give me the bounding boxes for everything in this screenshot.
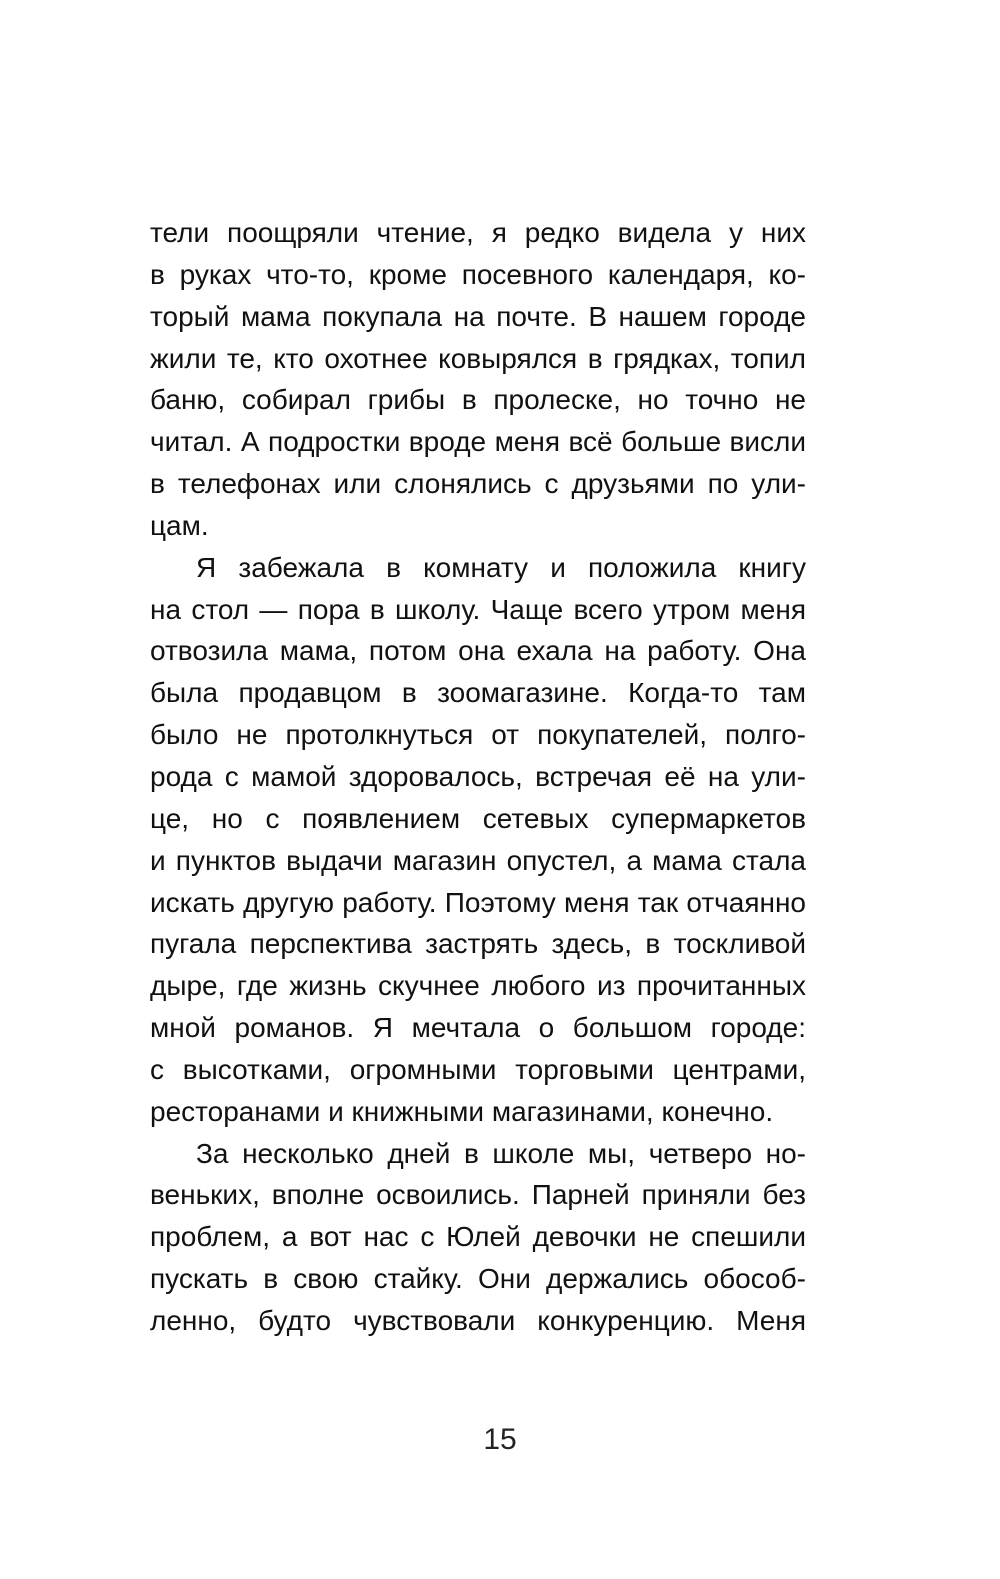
text-line: торый мама покупала на почте. В нашем городе [150,300,806,332]
text-line: це, но с появлением сетевых супермаркетов [150,802,806,834]
text-line: в телефонах или слонялись с друзьями по ули- [150,468,806,500]
text-line: мной романов. Я мечтала о большом городе: [150,1012,806,1044]
paragraph-3 [150,1133,806,1342]
paragraph-1 [150,212,806,547]
text-line: отвозила мама, потом она ехала на работу. Она [150,635,806,667]
page-number: 15 [483,1423,517,1456]
text-line: жили те, кто охотнее ковырялся в грядках, топил [150,342,806,374]
text-line: читал. А подростки вроде меня всё больше висли [150,426,806,458]
text-line: дыре, где жизнь скучнее любого из прочитанных [150,970,806,1002]
text-line: с высотками, огромными торговыми центрами, [150,1053,806,1085]
text-line: было не протолкнуться от покупателей, полго- [150,719,806,751]
text-line: и пунктов выдачи магазин опустел, а мама стала [150,844,806,876]
text-line: За несколько дней в школе мы, четверо но- [196,1137,806,1169]
text-line: на стол — пора в школу. Чаще всего утром меня [150,593,806,625]
text-line: в руках что-то, кроме посевного календаря, ко- [150,258,806,290]
text-line: проблем, а вот нас с Юлей девочки не спешили [150,1221,806,1253]
paragraph-2 [150,547,806,1133]
text-line: ленно, будто чувствовали конкуренцию. Меня [150,1304,806,1336]
text-line: тели поощряли чтение, я редко видела у них [150,217,806,248]
text-line: ресторанами и книжными магазинами, конечно. [150,1095,774,1127]
text-line: рода с мамой здоровалось, встречая её на ули- [150,760,806,792]
text-line: пускать в свою стайку. Они держались обособ- [150,1263,806,1295]
text-line: баню, собирал грибы в пролеске, но точно не [150,384,806,416]
text-line: цам. [150,509,209,541]
text-line: была продавцом в зоомагазине. Когда-то там [150,677,806,709]
text-line: веньких, вполне освоились. Парней приняли без [150,1179,806,1211]
text-line: пугала перспектива застрять здесь, в тоскливой [150,928,806,960]
book-page-text [150,212,806,1342]
text-line: искать другую работу. Поэтому меня так отчаянно [150,886,806,918]
text-line: Я забежала в комнату и положила книгу [196,551,806,583]
